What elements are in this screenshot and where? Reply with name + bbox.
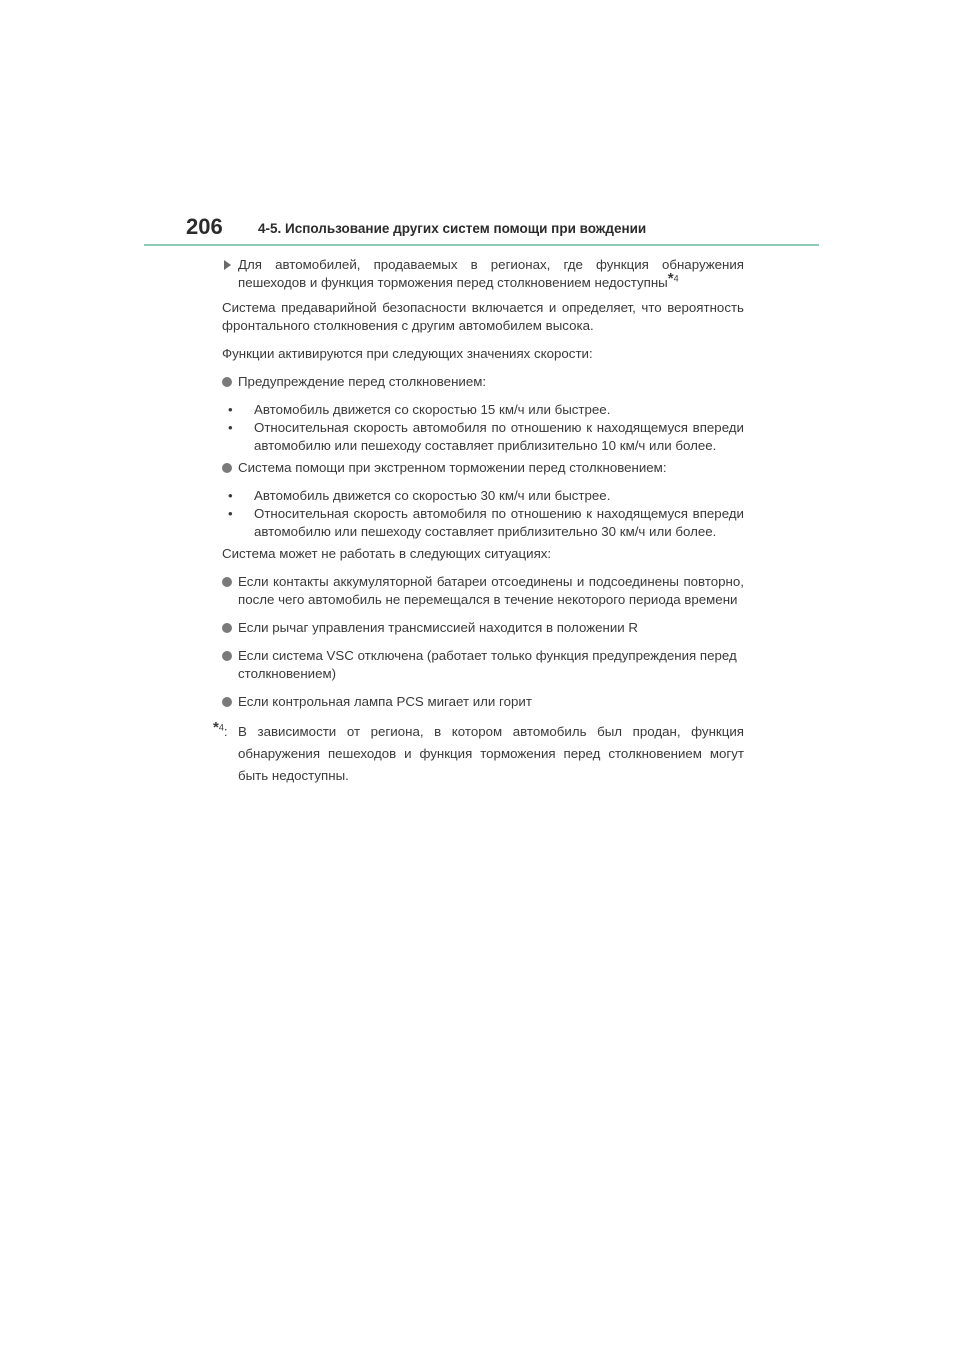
circle-bullet-icon <box>222 463 232 473</box>
brake-assist-conditions <box>222 487 744 541</box>
brake-assist-item <box>222 459 744 477</box>
circle-bullet-icon <box>222 577 232 587</box>
situation-item: Если контакты аккумуляторной батареи отсоединены и подсоединены повторно, после чего автомобиль не перемещался в течение некоторого периода времени <box>222 573 744 609</box>
main-content <box>213 256 744 787</box>
bullet-icon: • <box>228 402 233 417</box>
section-title: 4-5. Использование других систем помощи при вождении <box>258 221 647 236</box>
warning-item <box>222 373 744 391</box>
circle-bullet-icon <box>222 623 232 633</box>
list-item: • Автомобиль движется со скоростью 30 км/ч или быстрее. <box>228 488 611 503</box>
footnote <box>213 719 744 787</box>
footnote-star: * <box>667 270 674 287</box>
list-item: • Относительная скорость автомобиля по отношению к находящемуся впереди автомобилю или пешеходу составляет приблизительно 30 км/ч или более. <box>228 506 744 539</box>
arrow-item <box>222 256 744 292</box>
footnote-ref: 4 <box>673 273 679 284</box>
arrow-item-text: Для автомобилей, продаваемых в регионах, где функция обнаружения пешеходов и функция торможения перед столкновением недоступны <box>238 257 744 290</box>
warning-conditions <box>222 401 744 455</box>
warning-label: Предупреждение перед столкновением: <box>238 374 487 389</box>
triangle-arrow-icon <box>224 260 231 270</box>
page-number: 206 <box>186 214 223 239</box>
activation-intro: Функции активируются при следующих значениях скорости: <box>222 346 593 361</box>
bullet-icon: • <box>228 488 233 503</box>
list-item: • Относительная скорость автомобиля по отношению к находящемуся впереди автомобилю или пешеходу составляет приблизительно 10 км/ч или более. <box>228 420 744 453</box>
bullet-icon: • <box>228 506 233 521</box>
situation-item: Если контрольная лампа PCS мигает или горит <box>222 693 744 711</box>
brake-assist-label: Система помощи при экстренном торможении перед столкновением: <box>238 460 667 475</box>
situation-item: Если система VSC отключена (работает только функция предупреждения перед столкновением) <box>222 647 744 683</box>
circle-bullet-icon <box>222 697 232 707</box>
circle-bullet-icon <box>222 377 232 387</box>
footnote-marker: *$^4$: <box>213 719 228 739</box>
list-item: • Автомобиль движется со скоростью 15 км/ч или быстрее. <box>228 402 611 417</box>
bullet-icon: • <box>228 420 233 435</box>
situations-intro: Система может не работать в следующих ситуациях: <box>222 546 552 561</box>
circle-bullet-icon <box>222 651 232 661</box>
footnote-text: В зависимости от региона, в котором автомобиль был продан, функция обнаружения пешеходов и функция торможения перед столкновением могут быть недоступны. <box>238 724 744 783</box>
intro-paragraph: Система предаварийной безопасности включается и определяет, что вероятность фронтального столкновения с другим автомобилем высока. <box>222 300 744 333</box>
situation-item: Если рычаг управления трансмиссией находится в положении R <box>222 619 744 637</box>
header-divider <box>144 244 819 246</box>
